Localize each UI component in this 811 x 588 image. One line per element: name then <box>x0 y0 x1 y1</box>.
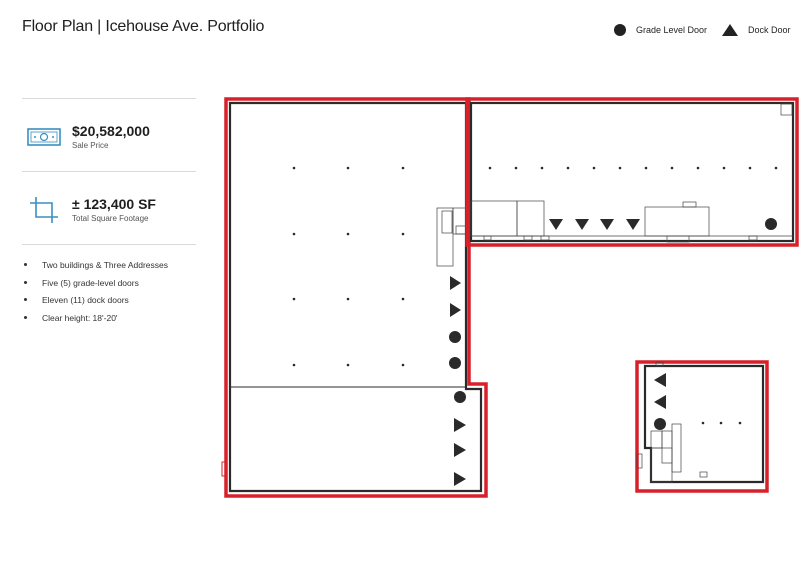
square-footage-label: Total Square Footage <box>72 214 149 223</box>
building-bottom-right <box>637 362 767 491</box>
list-item: Clear height: 18'-20' <box>22 312 196 330</box>
page-title: Floor Plan | Icehouse Ave. Portfolio <box>22 18 265 35</box>
legend-grade-label: Grade Level Door <box>636 25 708 35</box>
sale-price-value: $20,582,000 <box>72 123 150 139</box>
sale-price-label: Sale Price <box>72 141 109 150</box>
building-left <box>222 99 486 496</box>
legend-dock-label: Dock Door <box>748 25 791 35</box>
building-top-right <box>467 99 797 245</box>
list-item: Eleven (11) dock doors <box>22 294 196 312</box>
list-item: Two buildings & Three Addresses <box>22 259 196 277</box>
list-item: Five (5) grade-level doors <box>22 277 196 295</box>
square-footage-value: ± 123,400 SF <box>72 196 156 212</box>
